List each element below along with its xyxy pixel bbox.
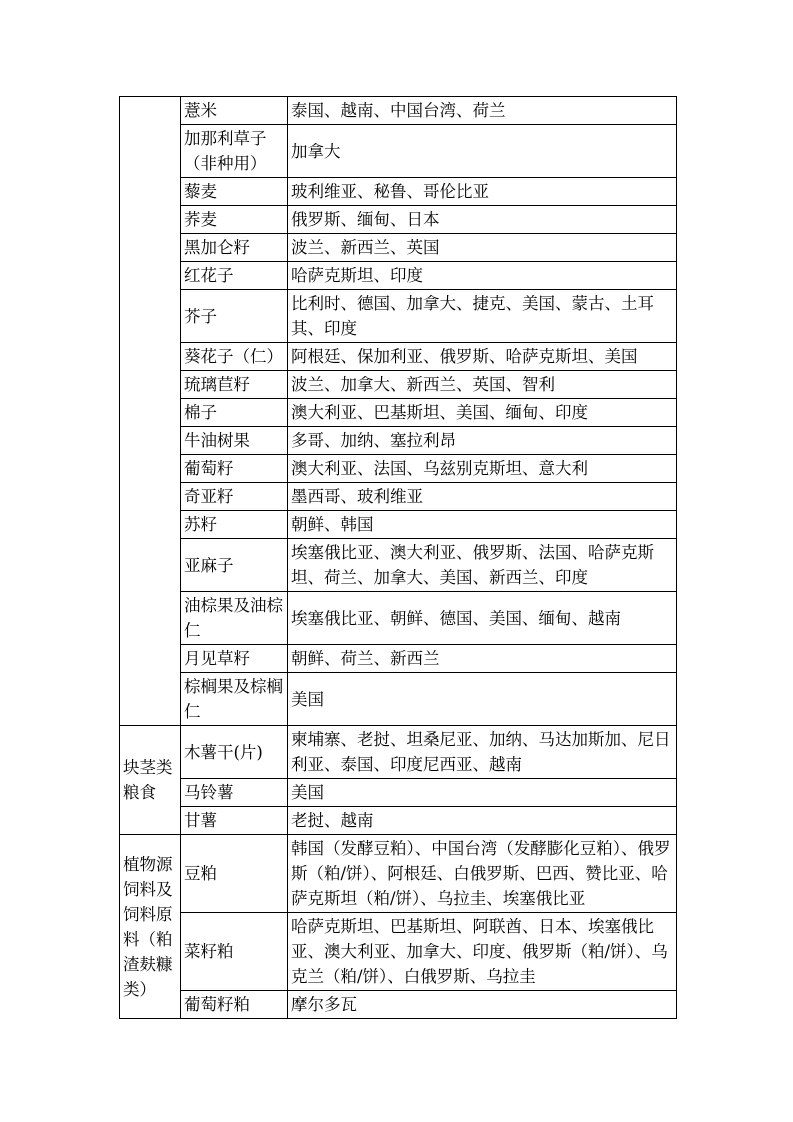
item-cell: 豆粕 [181,835,288,913]
table-row [120,343,677,371]
category-cell: 植物源饲料及饲料原料（粕渣麸糠类） [120,835,181,1019]
table-row [120,125,677,178]
origins-cell: 哈萨克斯坦、印度 [288,262,677,290]
table-row [120,511,677,539]
origins-cell: 比利时、德国、加拿大、捷克、美国、蒙古、土耳其、印度 [288,290,677,343]
table-row [120,779,677,807]
origins-cell: 老挝、越南 [288,807,677,835]
table-row [120,455,677,483]
table-row [120,539,677,592]
table-row [120,290,677,343]
origins-cell: 加拿大 [288,125,677,178]
table-row [120,807,677,835]
item-cell: 葵花子（仁） [181,343,288,371]
item-cell: 藜麦 [181,178,288,206]
origins-cell: 哈萨克斯坦、巴基斯坦、阿联酋、日本、埃塞俄比亚、澳大利亚、加拿大、印度、俄罗斯（粕/饼）、乌克兰（粕/饼）、白俄罗斯、乌拉圭 [288,913,677,991]
item-cell: 苏籽 [181,511,288,539]
item-cell: 亚麻子 [181,539,288,592]
item-cell: 马铃薯 [181,779,288,807]
table-row [120,399,677,427]
category-cell: 块茎类粮食 [120,726,181,835]
origins-cell: 澳大利亚、巴基斯坦、美国、缅甸、印度 [288,399,677,427]
table-row [120,234,677,262]
item-cell: 琉璃苣籽 [181,371,288,399]
table-row [120,673,677,726]
origins-cell: 波兰、新西兰、英国 [288,234,677,262]
origins-cell: 澳大利亚、法国、乌兹别克斯坦、意大利 [288,455,677,483]
item-cell: 薏米 [181,97,288,125]
item-cell: 奇亚籽 [181,483,288,511]
item-cell: 牛油树果 [181,427,288,455]
table-body [120,97,677,1019]
item-cell: 加那利草子（非种用） [181,125,288,178]
origins-cell: 阿根廷、保加利亚、俄罗斯、哈萨克斯坦、美国 [288,343,677,371]
item-cell: 甘薯 [181,807,288,835]
item-cell: 木薯干(片) [181,726,288,779]
table-row [120,991,677,1019]
origins-table [119,96,677,1019]
table-row [120,592,677,645]
origins-cell: 泰国、越南、中国台湾、荷兰 [288,97,677,125]
origins-cell: 多哥、加纳、塞拉利昂 [288,427,677,455]
item-cell: 月见草籽 [181,645,288,673]
origins-cell: 朝鲜、韩国 [288,511,677,539]
table-row [120,206,677,234]
origins-cell: 埃塞俄比亚、澳大利亚、俄罗斯、法国、哈萨克斯坦、荷兰、加拿大、美国、新西兰、印度 [288,539,677,592]
table-row [120,835,677,913]
category-cell [120,97,181,726]
table-row [120,913,677,991]
origins-cell: 玻利维亚、秘鲁、哥伦比亚 [288,178,677,206]
table-row [120,726,677,779]
item-cell: 油棕果及油棕仁 [181,592,288,645]
table-row [120,262,677,290]
item-cell: 棉子 [181,399,288,427]
item-cell: 红花子 [181,262,288,290]
origins-cell: 埃塞俄比亚、朝鲜、德国、美国、缅甸、越南 [288,592,677,645]
item-cell: 芥子 [181,290,288,343]
origins-cell: 柬埔寨、老挝、坦桑尼亚、加纳、马达加斯加、尼日利亚、泰国、印度尼西亚、越南 [288,726,677,779]
item-cell: 荞麦 [181,206,288,234]
origins-cell: 美国 [288,673,677,726]
origins-cell: 朝鲜、荷兰、新西兰 [288,645,677,673]
item-cell: 葡萄籽粕 [181,991,288,1019]
item-cell: 黑加仑籽 [181,234,288,262]
table-row [120,97,677,125]
table-row [120,645,677,673]
origins-cell: 韩国（发酵豆粕）、中国台湾（发酵膨化豆粕）、俄罗斯（粕/饼）、阿根廷、白俄罗斯、巴西、赞比亚、哈萨克斯坦（粕/饼）、乌拉圭、埃塞俄比亚 [288,835,677,913]
origins-cell: 俄罗斯、缅甸、日本 [288,206,677,234]
origins-cell: 波兰、加拿大、新西兰、英国、智利 [288,371,677,399]
origins-cell: 墨西哥、玻利维亚 [288,483,677,511]
table-row [120,483,677,511]
table-row [120,178,677,206]
item-cell: 菜籽粕 [181,913,288,991]
table-row [120,427,677,455]
item-cell: 棕榈果及棕榈仁 [181,673,288,726]
table-row [120,371,677,399]
origins-cell: 摩尔多瓦 [288,991,677,1019]
origins-cell: 美国 [288,779,677,807]
item-cell: 葡萄籽 [181,455,288,483]
